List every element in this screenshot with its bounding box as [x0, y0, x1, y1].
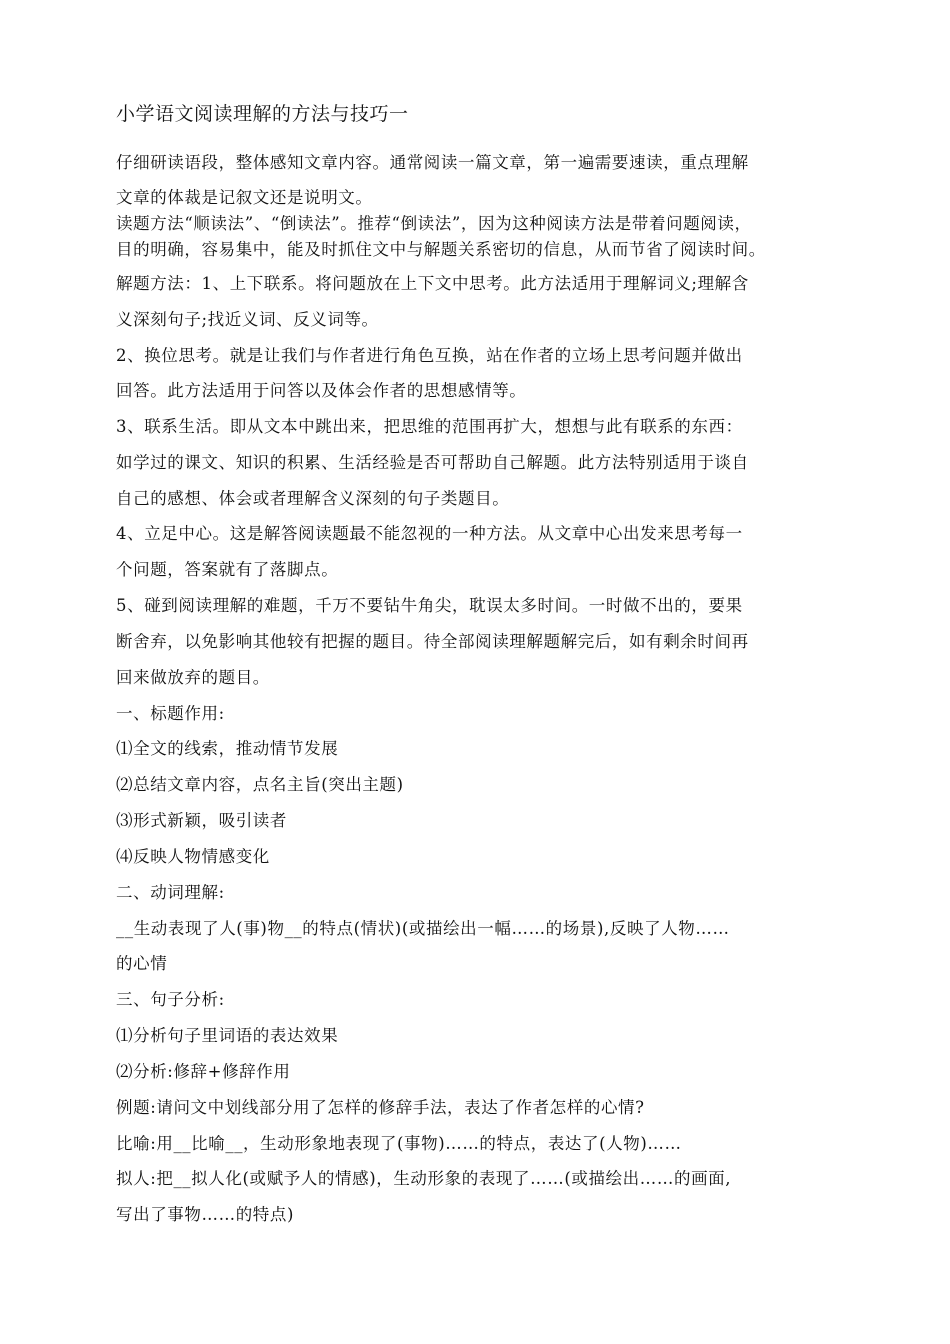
- list-item: ⑵分析:修辞+修辞作用: [116, 1062, 291, 1081]
- paragraph-line: 比喻:用__比喻__，生动形象地表现了(事物)……的特点，表达了(人物)……: [116, 1134, 682, 1153]
- paragraph-line: 回来做放弃的题目。: [116, 668, 270, 687]
- list-item: ⑷反映人物情感变化: [116, 847, 270, 866]
- paragraph-line: 解题方法：1、上下联系。将问题放在上下文中思考。此方法适用于理解词义;理解含: [116, 274, 749, 293]
- section-heading: 二、动词理解:: [116, 883, 225, 902]
- document-title: 小学语文阅读理解的方法与技巧一: [116, 103, 409, 125]
- paragraph-line: 自己的感想、体会或者理解含义深刻的句子类题目。: [116, 489, 510, 508]
- section-heading: 一、标题作用:: [116, 704, 225, 723]
- paragraph-line: 文章的体裁是记叙文还是说明文。: [116, 188, 373, 207]
- paragraph-line: 的心情: [116, 954, 168, 973]
- paragraph-line: 读题方法“顺读法”、“倒读法”。推荐“倒读法”，因为这种阅读方法是带着问题阅读，: [116, 214, 752, 233]
- paragraph-line: 断舍弃，以免影响其他较有把握的题目。待全部阅读理解题解完后，如有剩余时间再: [116, 632, 749, 651]
- paragraph-line: __生动表现了人(事)物__的特点(情状)(或描绘出一幅……的场景),反映了人物……: [116, 919, 730, 938]
- paragraph-line: 拟人:把__拟人化(或赋予人的情感)，生动形象的表现了……(或描绘出……的画面,: [116, 1169, 732, 1188]
- paragraph-line: 目的明确，容易集中，能及时抓住文中与解题关系密切的信息，从而节省了阅读时间。: [116, 240, 766, 259]
- paragraph-line: 5、碰到阅读理解的难题，千万不要钻牛角尖，耽误太多时间。一时做不出的，要果: [116, 596, 743, 615]
- list-item: ⑴全文的线索，推动情节发展: [116, 739, 339, 758]
- list-item: ⑶形式新颖，吸引读者: [116, 811, 287, 830]
- paragraph-line: 写出了事物……的特点): [116, 1205, 295, 1224]
- list-item: ⑵总结文章内容，点名主旨(突出主题): [116, 775, 404, 794]
- paragraph-line: 个问题，答案就有了落脚点。: [116, 560, 339, 579]
- paragraph-line: 4、立足中心。这是解答阅读题最不能忽视的一种方法。从文章中心出发来思考每一: [116, 524, 743, 543]
- paragraph-line: 2、换位思考。就是让我们与作者进行角色互换，站在作者的立场上思考问题并做出: [116, 346, 743, 365]
- paragraph-line: 义深刻句子;找近义词、反义词等。: [116, 310, 379, 329]
- paragraph-line: 仔细研读语段，整体感知文章内容。通常阅读一篇文章，第一遍需要速读，重点理解: [116, 153, 749, 172]
- section-heading: 三、句子分析:: [116, 990, 225, 1009]
- list-item: ⑴分析句子里词语的表达效果: [116, 1026, 339, 1045]
- paragraph-line: 例题:请问文中划线部分用了怎样的修辞手法，表达了作者怎样的心情?: [116, 1098, 645, 1117]
- paragraph-line: 如学过的课文、知识的积累、生活经验是否可帮助自己解题。此方法特别适用于谈自: [116, 453, 749, 472]
- paragraph-line: 3、联系生活。即从文本中跳出来，把思维的范围再扩大，想想与此有联系的东西：: [116, 417, 743, 436]
- paragraph-line: 回答。此方法适用于问答以及体会作者的思想感情等。: [116, 381, 527, 400]
